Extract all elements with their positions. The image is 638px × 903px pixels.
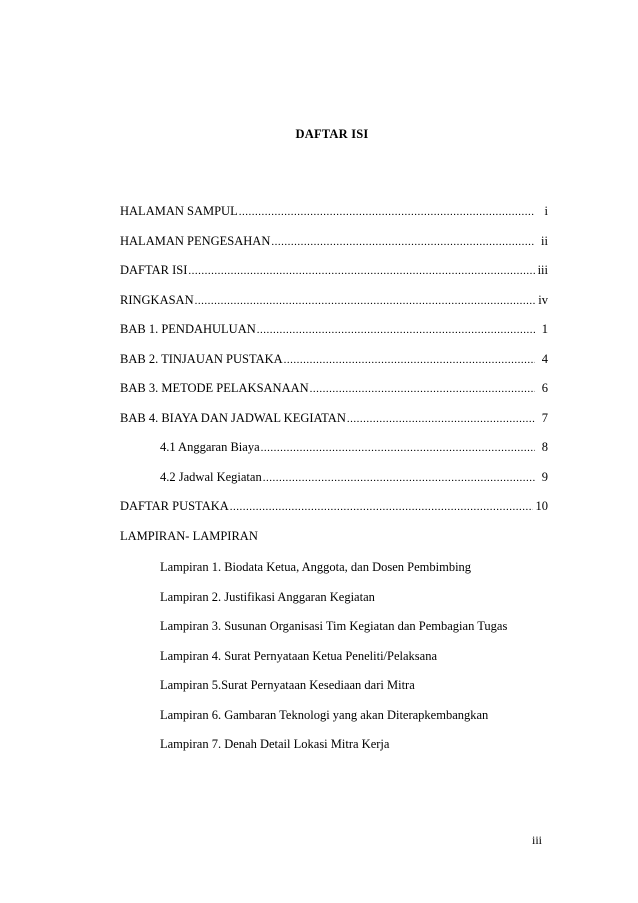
toc-entry-label: 4.2 Jadwal Kegiatan	[160, 469, 262, 484]
dot-leader	[284, 346, 535, 376]
toc-entry-label: DAFTAR PUSTAKA	[120, 499, 229, 513]
toc-entry-page: 4	[541, 351, 548, 366]
dot-leader	[239, 198, 535, 228]
dot-leader	[271, 228, 535, 258]
lampiran-list	[160, 553, 507, 760]
lampiran-item[interactable]: Lampiran 4. Surat Pernyataan Ketua Peneliti/Pelaksana	[160, 648, 437, 663]
lampiran-item[interactable]: Lampiran 5.Surat Pernyataan Kesediaan dari Mitra	[160, 678, 415, 692]
toc-entry-label: BAB 2. TINJAUAN PUSTAKA	[120, 351, 283, 366]
toc-entry[interactable]	[120, 286, 548, 316]
lampiran-item[interactable]: Lampiran 1. Biodata Ketua, Anggota, dan Dosen Pembimbing	[160, 560, 472, 574]
toc-entry-label: BAB 4. BIAYA DAN JADWAL KEGIATAN	[120, 410, 346, 425]
dot-leader	[257, 316, 535, 346]
lampiran-heading[interactable]: LAMPIRAN- LAMPIRAN	[120, 529, 258, 543]
dot-leader	[347, 405, 535, 435]
toc-entry-page: 1	[541, 322, 548, 336]
toc-entry-label: RINGKASAN	[120, 292, 194, 307]
table-of-contents	[120, 197, 548, 522]
toc-entry[interactable]	[120, 227, 548, 257]
toc-entry[interactable]	[120, 492, 548, 522]
toc-entry[interactable]	[120, 404, 548, 434]
toc-entry-page: iii	[537, 263, 548, 277]
dot-leader	[188, 257, 534, 287]
toc-entry-label: HALAMAN PENGESAHAN	[120, 233, 271, 248]
page-title: DAFTAR ISI	[295, 127, 369, 141]
toc-entry[interactable]	[120, 345, 548, 375]
toc-entry[interactable]	[120, 374, 548, 404]
lampiran-item[interactable]: Lampiran 7. Denah Detail Lokasi Mitra Kerja	[160, 737, 390, 751]
toc-entry-label: 4.1 Anggaran Biaya	[160, 440, 260, 454]
page-number: iii	[532, 833, 543, 847]
toc-entry[interactable]	[120, 315, 548, 345]
toc-entry-page: 7	[541, 410, 548, 425]
toc-subentry[interactable]	[120, 433, 548, 463]
toc-entry-page: ii	[541, 233, 548, 248]
toc-entry-page: 10	[535, 499, 548, 513]
toc-entry-label: BAB 3. METODE PELAKSANAAN	[120, 381, 309, 395]
toc-entry-page: 8	[541, 440, 548, 454]
dot-leader	[310, 375, 535, 405]
toc-entry-label: BAB 1. PENDAHULUAN	[120, 322, 256, 336]
toc-entry-page: 9	[541, 469, 548, 484]
toc-entry-page: iv	[538, 292, 548, 307]
dot-leader	[195, 287, 535, 317]
lampiran-item[interactable]: Lampiran 6. Gambaran Teknologi yang akan Diterapkembangkan	[160, 707, 489, 722]
toc-entry-page: i	[544, 204, 548, 218]
dot-leader	[261, 434, 535, 464]
toc-entry[interactable]	[120, 256, 548, 286]
toc-subentry[interactable]	[120, 463, 548, 493]
lampiran-item[interactable]: Lampiran 2. Justifikasi Anggaran Kegiatan	[160, 589, 375, 604]
lampiran-item[interactable]: Lampiran 3. Susunan Organisasi Tim Kegiatan dan Pembagian Tugas	[160, 619, 508, 633]
toc-entry-label: HALAMAN SAMPUL	[120, 204, 238, 218]
toc-entry[interactable]	[120, 197, 548, 227]
dot-leader	[230, 493, 533, 523]
dot-leader	[263, 464, 535, 494]
toc-entry-page: 6	[541, 381, 548, 395]
toc-entry-label: DAFTAR ISI	[120, 263, 188, 277]
